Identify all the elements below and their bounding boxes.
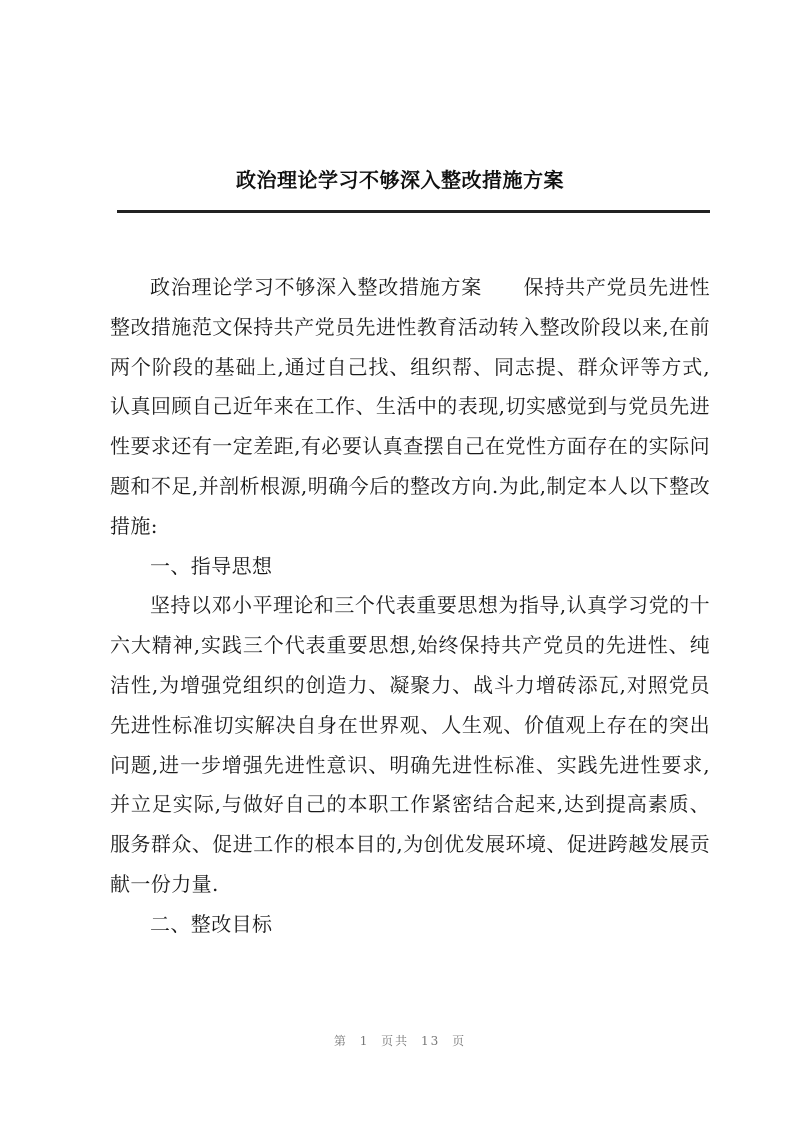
footer-prefix: 第 bbox=[333, 1034, 348, 1048]
page-footer bbox=[0, 1032, 800, 1049]
document-body bbox=[110, 268, 710, 945]
guiding-ideology-paragraph: 坚持以邓小平理论和三个代表重要思想为指导,认真学习党的十六大精神,实践三个代表重要思想,始终保持共产党员的先进性、纯洁性,为增强党组织的创造力、凝聚力、战斗力增砖添瓦,对照党员先进性标准切实解决自身在世界观、人生观、价值观上存在的突出问题,进一步增强先进性意识、明确先进性标准、实践先进性要求,并立足实际,与做好自己的本职工作紧密结合起来,达到提高素质、服务群众、促进工作的根本目的,为创优发展环境、促进跨越发展贡献一份力量. bbox=[110, 593, 710, 896]
footer-total-pages: 13 bbox=[421, 1034, 441, 1048]
section-heading-guiding-ideology: 一、指导思想 bbox=[150, 553, 273, 578]
section-heading-rectification-goals: 二、整改目标 bbox=[150, 911, 273, 936]
document-title: 政治理论学习不够深入整改措施方案 bbox=[236, 168, 564, 192]
footer-suffix: 页 bbox=[452, 1034, 467, 1048]
footer-page-number: 1 bbox=[359, 1034, 370, 1048]
intro-paragraph: 政治理论学习不够深入整改措施方案 保持共产党员先进性整改措施范文保持共产党员先进性教育活动转入整改阶段以来,在前两个阶段的基础上,通过自己找、组织帮、同志提、群众评等方式,认真回顾自己近年来在工作、生活中的表现,切实感觉到与党员先进性要求还有一定差距,有必要认真查摆自己在党性方面存在的实际问题和不足,并剖析根源,明确今后的整改方向.为此,制定本人以下整改措施: bbox=[110, 275, 710, 538]
title-divider bbox=[117, 210, 710, 213]
footer-middle: 页共 bbox=[381, 1034, 410, 1048]
